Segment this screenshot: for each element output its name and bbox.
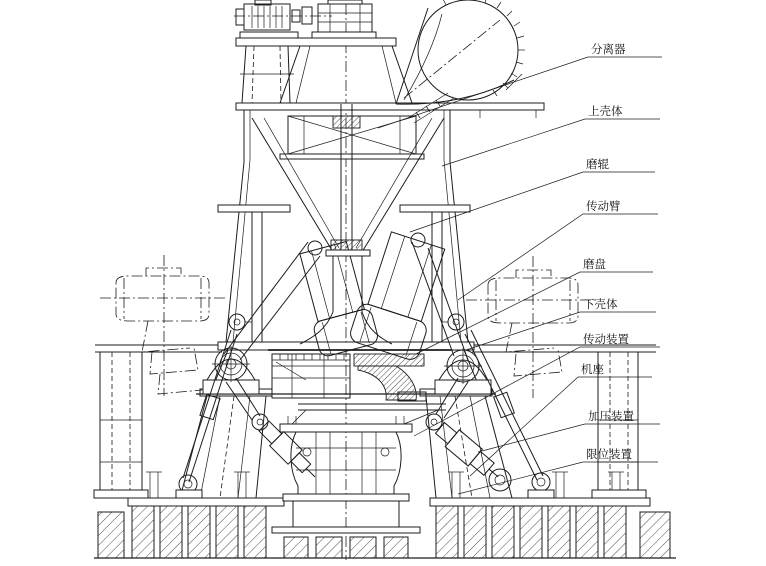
upper-casing-shell xyxy=(218,103,544,342)
grinding-table xyxy=(268,350,452,424)
label-upper-casing: 上壳体 xyxy=(588,104,623,118)
label-grinding-disc: 磨盘 xyxy=(583,257,606,271)
label-machine-base: 机座 xyxy=(581,362,604,376)
label-limit-device: 限位装置 xyxy=(586,447,632,461)
phantom-roller-left xyxy=(116,268,209,394)
label-transmission: 传动装置 xyxy=(583,332,629,346)
foundation xyxy=(94,472,676,558)
label-separator: 分离器 xyxy=(591,42,626,56)
separator-drive xyxy=(236,0,412,103)
tension-rod-left xyxy=(176,330,237,498)
duct-flange-bolt-ticks xyxy=(443,0,525,96)
label-drive-arm: 传动臂 xyxy=(586,199,621,213)
label-pressure-device: 加压装置 xyxy=(588,409,634,423)
label-lower-casing: 下壳体 xyxy=(583,297,618,311)
center-lines xyxy=(100,4,598,560)
part-labels xyxy=(581,42,634,461)
leader-machine-base xyxy=(470,377,652,476)
leader-pressure-device xyxy=(478,424,660,452)
separator-cone xyxy=(252,104,444,344)
leader-upper-casing xyxy=(442,119,660,166)
label-grinding-roller: 磨辊 xyxy=(586,157,609,171)
